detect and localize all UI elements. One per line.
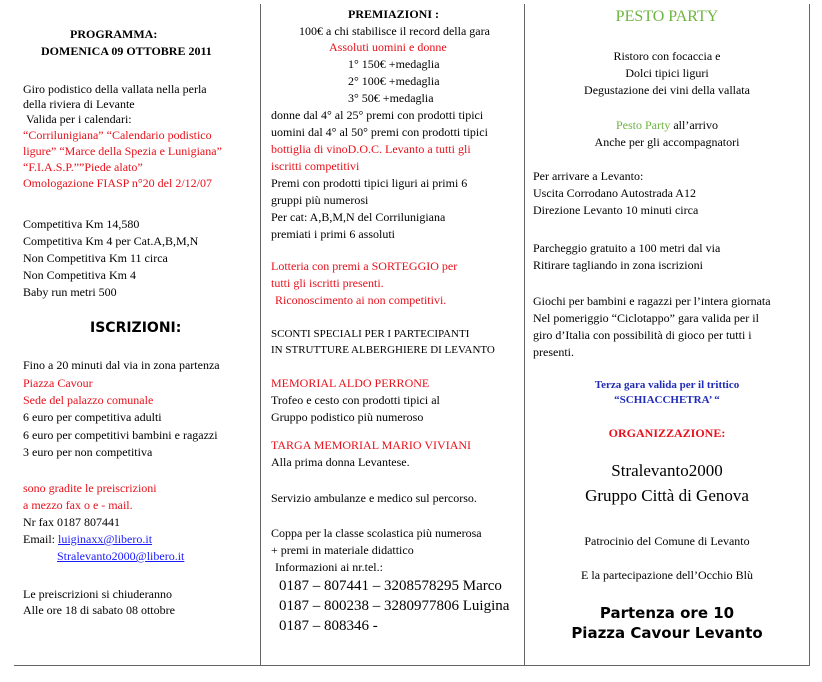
premi-wine-line-2: iscritti competitivi <box>271 159 360 173</box>
premi-wine-line-1: bottiglia di vinoD.O.C. Levanto a tutti gli <box>271 142 471 156</box>
programma-column <box>3 4 261 666</box>
iscrizioni-title: ISCRIZIONI: <box>90 320 182 336</box>
coppa-line-1: Coppa per la classe scolastica più numerosa <box>271 526 482 540</box>
partenza-line-2: Piazza Cavour Levanto <box>571 624 763 642</box>
sconti-line-2: IN STRUTTURE ALBERGHIERE DI LEVANTO <box>271 344 495 356</box>
fee-item: 6 euro per competitivi bambini e ragazzi <box>23 428 218 442</box>
giro-line-1: Giro podistico della vallata nella perla <box>23 82 207 96</box>
phone-line: 0187 – 800238 – 3280977806 Luigina <box>279 598 510 614</box>
organizer-line-1: Stralevanto2000 <box>611 461 723 480</box>
premi-line-5: Per cat: A,B,M,N del Corrilunigiana <box>271 210 446 224</box>
accompagnatori-line: Anche per gli accompagnatori <box>594 135 740 149</box>
memorial-perrone-line-1: Trofeo e cesto con prodotti tipici al <box>271 393 440 407</box>
pesto-party-arrival <box>525 118 809 132</box>
premi-line-4: gruppi più numerosi <box>271 193 369 207</box>
memorial-perrone-line-2: Gruppo podistico più numeroso <box>271 410 424 424</box>
race-item: Non Competitiva Km 4 <box>23 268 136 282</box>
pesto-line: Degustazione dei vini della vallata <box>584 83 750 97</box>
servizio-ambulanze: Servizio ambulanze e medico sul percorso. <box>271 491 477 505</box>
email-link-1[interactable]: luiginaxx@libero.it <box>58 532 153 546</box>
parking-line: Parcheggio gratuito a 100 metri dal via <box>533 241 721 255</box>
giochi-line: giro d’Italia con possibilità di gioco per tutti i <box>533 328 752 342</box>
iscrizioni-location-2: Sede del palazzo comunale <box>23 393 154 407</box>
premi-line-6: premiati i primi 6 assoluti <box>271 227 395 241</box>
preiscrizioni-line-2: a mezzo fax o e - mail. <box>23 498 133 512</box>
fee-item: 6 euro per competitiva adulti <box>23 410 162 424</box>
informazioni-label: Informazioni ai nr.tel.: <box>275 560 383 574</box>
prize-item: 3° 50€ +medaglia <box>348 91 434 105</box>
giro-line-3: Valida per i calendari: <box>26 112 132 126</box>
trittico-line-2: “SCHIACCHETRA’ “ <box>614 394 720 406</box>
iscrizioni-location-1: Piazza Cavour <box>23 376 93 390</box>
assoluti-heading: Assoluti uomini e donne <box>329 40 447 54</box>
calendar-line-1: “Corrilunigiana” “Calendario podistico <box>23 128 212 142</box>
calendar-line-3: “F.I.A.S.P.””Piede alato” <box>23 160 143 174</box>
race-item: Competitiva Km 14,580 <box>23 217 140 231</box>
chiusura-line-1: Le preiscrizioni si chiuderanno <box>23 587 172 601</box>
phone-line: 0187 – 808346 - <box>279 618 378 634</box>
giochi-line: Giochi per bambini e ragazzi per l’intera giornata <box>533 294 771 308</box>
lotteria-line-2: tutti gli iscritti presenti. <box>271 276 384 290</box>
premi-line-3: Premi con prodotti tipici liguri ai primi 6 <box>271 176 468 190</box>
email-link-2[interactable]: Stralevanto2000@libero.it <box>57 549 185 563</box>
arrival-line: Direzione Levanto 10 minuti circa <box>533 203 699 217</box>
arrival-line: Uscita Corrodano Autostrada A12 <box>533 186 696 200</box>
pesto-line: Dolci tipici liguri <box>625 66 709 80</box>
premi-line-1: donne dal 4° al 25° premi con prodotti tipici <box>271 108 484 122</box>
premi-line-2: uomini dal 4° al 50° premi con prodotti tipici <box>271 125 488 139</box>
race-item: Non Competitiva Km 11 circa <box>23 251 168 265</box>
pesto-party-inline: Pesto Party <box>616 118 671 132</box>
giochi-line: Nel pomeriggio “Ciclotappo” gara valida per il <box>533 311 759 325</box>
preiscrizioni-line-1: sono gradite le preiscrizioni <box>23 481 157 495</box>
lotteria-line-1: Lotteria con premi a SORTEGGIO per <box>271 259 458 273</box>
fax-number: Nr fax 0187 807441 <box>23 515 120 529</box>
parking-line: Ritirare tagliando in zona iscrizioni <box>533 258 703 272</box>
pesto-party-title: PESTO PARTY <box>615 8 719 25</box>
coppa-line-2: + premi in materiale didattico <box>271 543 414 557</box>
trittico-line-1: Terza gara valida per il trittico <box>594 379 740 391</box>
prize-item: 1° 150€ +medaglia <box>348 57 440 71</box>
programma-date: DOMENICA 09 OTTOBRE 2011 <box>41 44 212 58</box>
chiusura-line-2: Alle ore 18 di sabato 08 ottobre <box>23 603 175 617</box>
fee-item: 3 euro per non competitiva <box>23 445 153 459</box>
partenza-line-1: Partenza ore 10 <box>599 604 735 622</box>
calendar-line-2: ligure” “Marce della Spezia e Lunigiana” <box>23 144 222 158</box>
bottom-divider <box>14 665 810 666</box>
giochi-line: presenti. <box>533 345 574 359</box>
organizzazione-title: ORGANIZZAZIONE: <box>608 426 726 440</box>
lotteria-line-3: Riconoscimento ai non competitivi. <box>275 293 447 307</box>
arrival-text: all’arrivo <box>670 118 718 132</box>
record-prize: 100€ a chi stabilisce il record della gara <box>299 24 490 38</box>
premiazioni-title: PREMIAZIONI : <box>348 7 440 21</box>
patrocinio: Patrocinio del Comune di Levanto <box>584 534 750 548</box>
sconti-line-1: SCONTI SPECIALI PER I PARTECIPANTI <box>271 328 470 340</box>
programma-title: PROGRAMMA: <box>70 27 158 41</box>
occhio-blu: E la partecipazione dell’Occhio Blù <box>581 568 753 582</box>
race-item: Competitiva Km 4 per Cat.A,B,M,N <box>23 234 199 248</box>
iscrizioni-line-1: Fino a 20 minuti dal via in zona partenza <box>23 358 220 372</box>
email-row <box>23 532 152 546</box>
memorial-viviani-title: TARGA MEMORIAL MARIO VIVIANI <box>271 438 472 452</box>
premiazioni-column <box>261 4 525 666</box>
pesto-party-column <box>525 4 810 666</box>
phone-line: 0187 – 807441 – 3208578295 Marco <box>279 578 502 594</box>
omologazione: Omologazione FIASP n°20 del 2/12/07 <box>23 176 213 190</box>
giro-line-2: della riviera di Levante <box>23 97 135 111</box>
pesto-line: Ristoro con focaccia e <box>613 49 721 63</box>
email-label: Email: <box>23 532 58 546</box>
arrival-line: Per arrivare a Levanto: <box>533 169 644 183</box>
prize-item: 2° 100€ +medaglia <box>348 74 440 88</box>
memorial-viviani-line-1: Alla prima donna Levantese. <box>271 455 410 469</box>
organizer-line-2: Gruppo Città di Genova <box>585 486 749 505</box>
race-item: Baby run metri 500 <box>23 285 117 299</box>
memorial-perrone-title: MEMORIAL ALDO PERRONE <box>271 376 430 390</box>
